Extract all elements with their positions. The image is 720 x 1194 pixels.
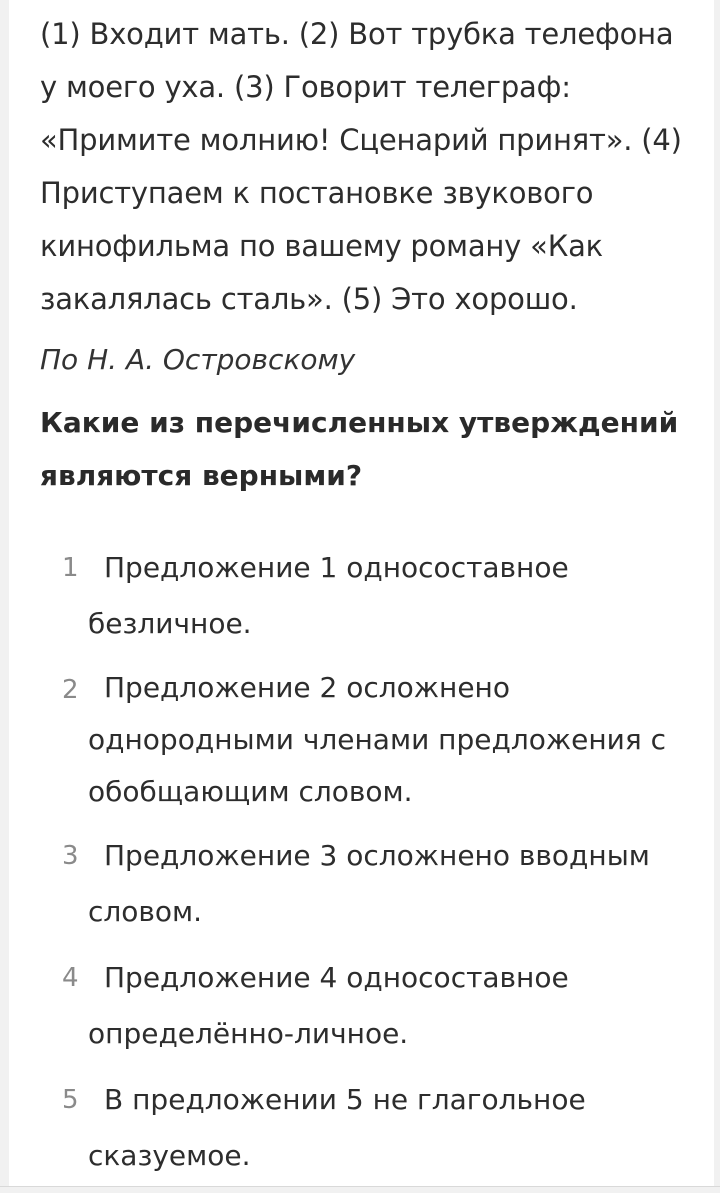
option-text: Предложение 3 осложнено вводным словом. xyxy=(88,839,650,928)
option-text: Предложение 1 односоставное безличное. xyxy=(88,551,569,640)
answer-option-2[interactable] xyxy=(40,662,690,818)
answer-option-5[interactable] xyxy=(40,1072,690,1184)
passage-source: По Н. А. Островскому xyxy=(40,343,356,376)
option-text: Предложение 2 осложнено однородными членами предложения с обобщающим словом. xyxy=(88,671,666,808)
right-frame-edge xyxy=(714,0,720,1193)
answer-option-4[interactable] xyxy=(40,950,690,1062)
task-content xyxy=(40,8,690,1194)
answer-option-1[interactable] xyxy=(40,540,690,652)
answer-option-3[interactable] xyxy=(40,828,690,940)
option-number: 5 xyxy=(62,1085,79,1115)
passage-text: (1) Входит мать. (2) Вот трубка телефона у моего уха. (3) Говорит телеграф: «Примите молнию! Сценарий принят». (4) Приступаем к постановке звукового кинофильма по вашему роману «Как закалялась сталь». (5) Это хорошо. xyxy=(40,17,682,316)
bottom-frame-edge xyxy=(0,1186,720,1193)
option-number: 2 xyxy=(62,675,79,705)
option-number: 3 xyxy=(62,841,79,871)
option-number: 1 xyxy=(62,553,79,583)
left-frame-edge xyxy=(0,0,9,1193)
answer-options-list xyxy=(40,540,690,1184)
option-text: Предложение 4 односоставное определённо-личное. xyxy=(88,961,569,1050)
question-text: Какие из перечисленных утверждений являются верными? xyxy=(40,406,679,492)
option-text: В предложении 5 не глагольное сказуемое. xyxy=(88,1083,586,1172)
option-number: 4 xyxy=(62,963,79,993)
